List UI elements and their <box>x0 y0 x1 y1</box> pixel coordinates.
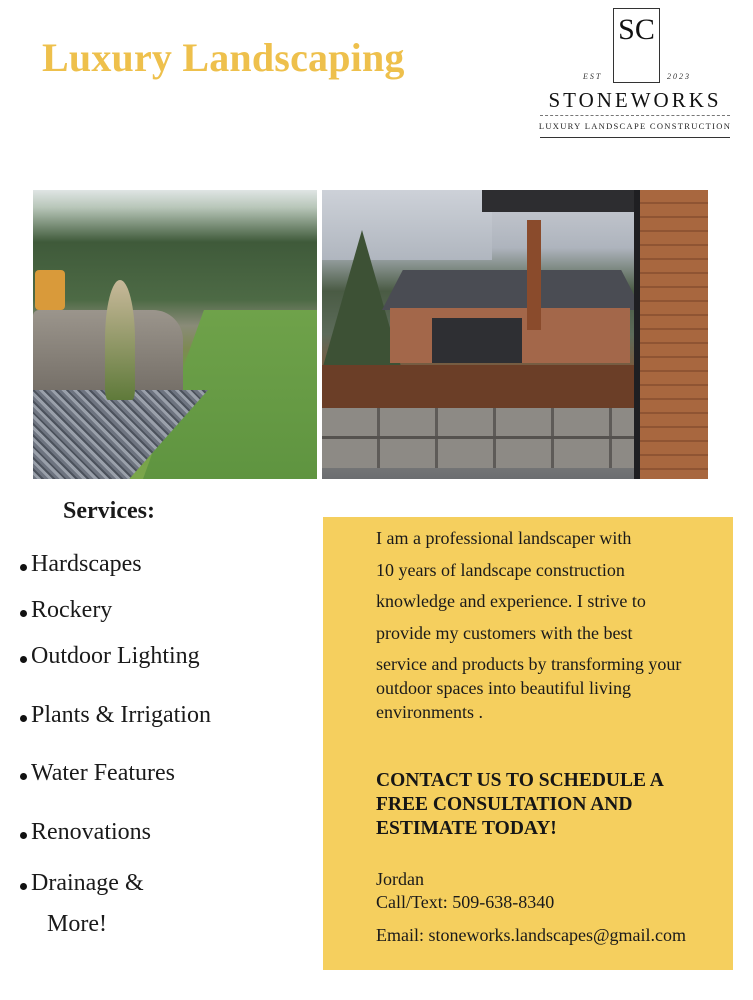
logo-divider <box>540 115 730 116</box>
service-item: Water Features <box>20 760 175 787</box>
boulder-wall-joint <box>322 436 640 439</box>
service-item: Renovations <box>20 819 151 846</box>
service-item: Plants & Irrigation <box>20 702 211 729</box>
roof-shape <box>382 270 642 310</box>
bio-line: outdoor spaces into beautiful living <box>376 678 631 698</box>
bullet-icon <box>20 715 27 722</box>
info-panel <box>323 517 733 970</box>
service-item-continuation: More! <box>47 911 107 937</box>
logo-est-label: EST <box>583 72 603 81</box>
bullet-icon <box>20 610 27 617</box>
adirondack-chair-shape <box>35 270 65 310</box>
garage-door-shape <box>432 318 522 363</box>
contact-name: Jordan <box>376 869 424 889</box>
cta-line: ESTIMATE TODAY! <box>376 818 557 839</box>
contact-phone: Call/Text: 509-638-8340 <box>376 892 555 912</box>
bullet-icon <box>20 773 27 780</box>
porch-roof-shape <box>482 190 642 212</box>
bullet-icon <box>20 832 27 839</box>
stoneworks-logo <box>535 4 735 144</box>
bio-text <box>376 527 726 725</box>
logo-year: 2023 <box>667 72 691 81</box>
wood-siding-shape <box>640 190 708 479</box>
bio-line: environments . <box>376 702 483 722</box>
bullet-icon <box>20 656 27 663</box>
bio-line: 10 years of landscape construction <box>376 559 625 580</box>
bullet-icon <box>20 564 27 571</box>
service-item: Outdoor Lighting <box>20 643 200 670</box>
service-item: Rockery <box>20 597 112 624</box>
cta-line: CONTACT US TO SCHEDULE A <box>376 770 664 791</box>
service-item: Drainage & <box>20 870 144 897</box>
cta-line: FREE CONSULTATION AND <box>376 794 633 815</box>
bio-line: provide my customers with the best <box>376 622 633 643</box>
logo-underline <box>540 137 730 138</box>
service-item: Hardscapes <box>20 551 142 578</box>
bullet-icon <box>20 883 27 890</box>
bio-line: knowledge and experience. I strive to <box>376 591 646 611</box>
bio-line: service and products by transforming your <box>376 654 682 674</box>
ornamental-grass-shape <box>105 280 135 400</box>
photo-rock-garden <box>33 190 317 479</box>
cta-text <box>376 769 716 841</box>
monogram-frame <box>613 8 660 83</box>
contact-email: Email: stoneworks.landscapes@gmail.com <box>376 925 687 945</box>
bio-line: I am a professional landscaper with <box>376 528 632 548</box>
services-heading: Services: <box>63 498 155 524</box>
porch-post-shape <box>527 220 541 330</box>
page-title: Luxury Landscaping <box>42 35 405 80</box>
photo-house-landscape <box>322 190 708 479</box>
logo-company-name: STONEWORKS <box>548 88 722 112</box>
monogram-icon: SC <box>618 13 655 46</box>
logo-tagline: LUXURY LANDSCAPE CONSTRUCTION <box>538 121 732 131</box>
sky-shape <box>322 190 492 260</box>
